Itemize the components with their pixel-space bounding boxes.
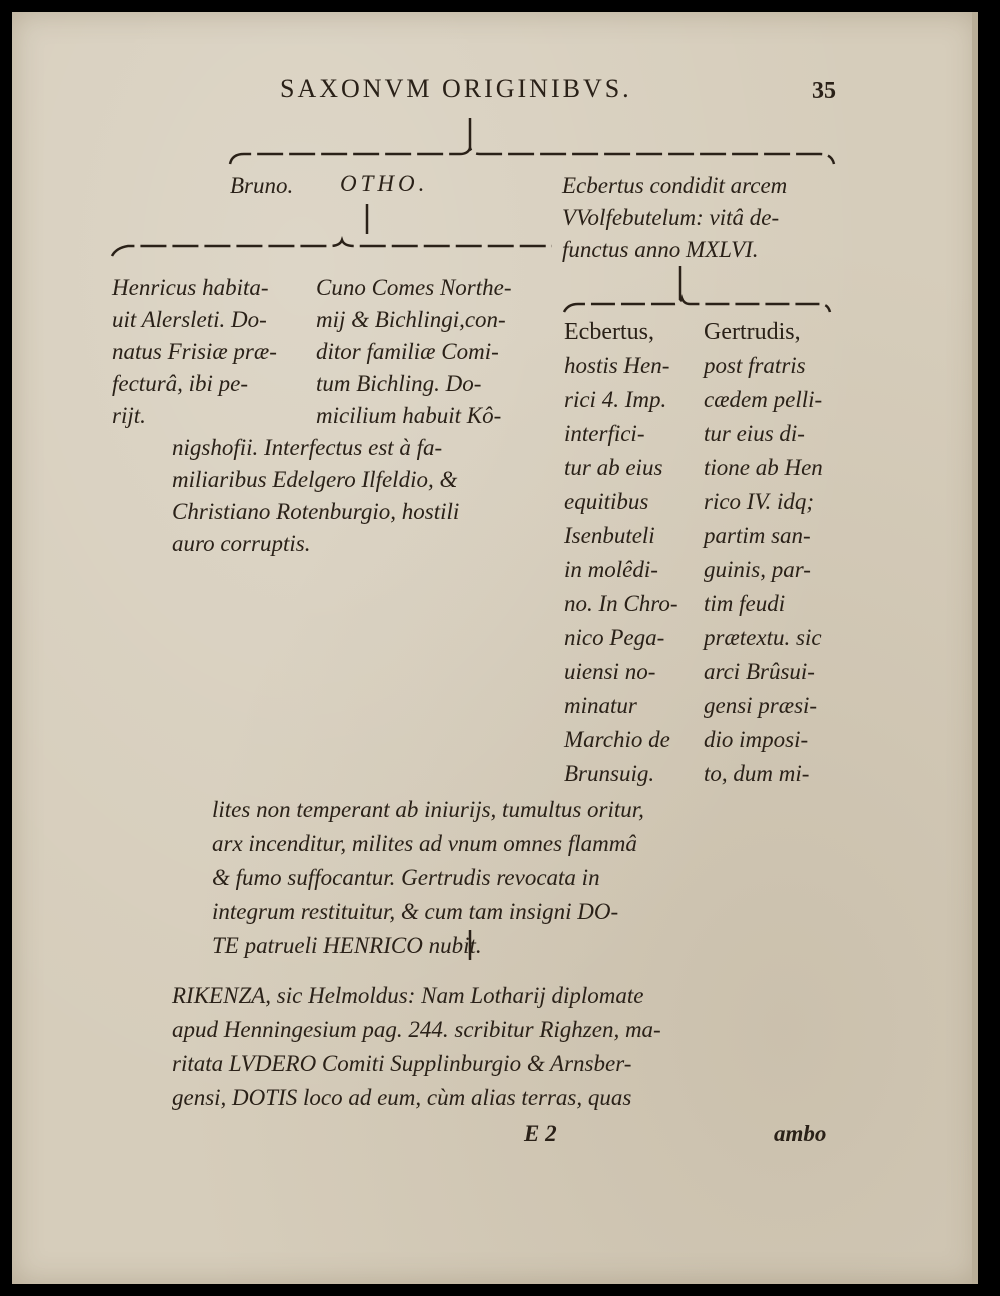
cuno-line: micilium habuit Kô- — [316, 403, 502, 428]
cuno-line: ditor familiæ Comi- — [316, 339, 499, 364]
gertrudis-cont-line: arx incenditur, milites ad vnum omnes flammâ — [212, 831, 637, 856]
ecbertus2-line: Isenbuteli — [564, 523, 655, 548]
ecbertus-line-3: functus anno MXLVI. — [562, 237, 759, 262]
gertrudis-line: prætextu. sic — [704, 625, 822, 650]
ecbertus2-line: rici 4. Imp. — [564, 387, 667, 412]
ecbertus2-line: uiensi no- — [564, 659, 656, 684]
gertrudis-line: rico IV. idq; — [704, 489, 815, 514]
page-number: 35 — [812, 78, 836, 104]
gertrudis-line: cædem pelli- — [704, 387, 823, 412]
cuno-line: mij & Bichlingi,con- — [316, 307, 506, 332]
henricus-line: natus Frisiæ præ- — [112, 339, 277, 364]
cuno-cont-line: auro corruptis. — [172, 531, 311, 556]
gertrudis-cont-line: TE patrueli HENRICO nubit. — [212, 933, 482, 958]
henricus-line: rijt. — [112, 403, 146, 428]
rikenza-line: gensi, DOTIS loco ad eum, cùm alias terras, quas — [172, 1085, 632, 1110]
ecbertus2-line: tur ab eius — [564, 455, 663, 480]
gertrudis-line: partim san- — [704, 523, 811, 548]
cuno-cont-line: miliaribus Edelgero Ilfeldio, & — [172, 467, 458, 492]
cuno-cont-line: Christiano Rotenburgio, hostili — [172, 499, 460, 524]
ecbertus2-name: Ecbertus, — [564, 319, 654, 345]
rikenza-line: RIKENZA, sic Helmoldus: Nam Lotharij diplomate — [172, 983, 644, 1008]
rikenza-line: apud Henningesium pag. 244. scribitur Righzen, ma- — [172, 1017, 661, 1042]
ecbertus2-line: no. In Chro- — [564, 591, 678, 616]
ecbertus2-line: hostis Hen- — [564, 353, 670, 378]
ecbertus2-line: interfici- — [564, 421, 645, 446]
gertrudis-cont-line: integrum restituitur, & cum tam insigni DO- — [212, 899, 619, 924]
otho-name: OTHO. — [340, 171, 429, 196]
cuno-cont-line: nigshofii. Interfectus est à fa- — [172, 435, 443, 460]
henricus-line: uit Alersleti. Do- — [112, 307, 267, 332]
ecbertus2-line: minatur — [564, 693, 637, 718]
gertrudis-line: guinis, par- — [704, 557, 811, 582]
ecbertus2-line: Brunsuig. — [564, 761, 655, 786]
running-head: SAXONVM ORIGINIBVS. — [280, 74, 632, 103]
gertrudis-line: to, dum mi- — [704, 761, 810, 786]
catchword: ambo — [774, 1121, 827, 1146]
cuno-line: tum Bichling. Do- — [316, 371, 482, 396]
ecbertus2-line: equitibus — [564, 489, 649, 514]
gertrudis-line: tim feudi — [704, 591, 786, 616]
gertrudis-line: tione ab Hen — [704, 455, 823, 480]
signature-mark: E 2 — [524, 1121, 557, 1146]
cuno-line: Cuno Comes Northe- — [316, 275, 512, 300]
gertrudis-line: dio imposi- — [704, 727, 809, 752]
gertrudis-line: post fratris — [704, 353, 806, 378]
ecbertus-line-2: VVolfebutelum: vitâ de- — [562, 205, 780, 230]
gertrudis-cont-line: & fumo suffocantur. Gertrudis revocata in — [212, 865, 600, 890]
ecbertus-line-1: Ecbertus condidit arcem — [562, 173, 788, 198]
gertrudis-name: Gertrudis, — [704, 319, 801, 345]
gertrudis-line: tur eius di- — [704, 421, 805, 446]
gertrudis-line: gensi præsi- — [704, 693, 818, 718]
bruno-name: Bruno. — [230, 173, 294, 198]
henricus-line: fecturâ, ibi pe- — [112, 371, 249, 396]
gertrudis-line: arci Brûsui- — [704, 659, 815, 684]
rikenza-line: ritata LVDERO Comiti Supplinburgio & Arnsber- — [172, 1051, 632, 1076]
ecbertus2-line: in molêdi- — [564, 557, 658, 582]
ecbertus2-line: nico Pega- — [564, 625, 665, 650]
ecbertus2-line: Marchio de — [564, 727, 670, 752]
gertrudis-cont-line: lites non temperant ab iniurijs, tumultus oritur, — [212, 797, 644, 822]
book-page — [12, 12, 978, 1284]
henricus-line: Henricus habita- — [112, 275, 269, 300]
